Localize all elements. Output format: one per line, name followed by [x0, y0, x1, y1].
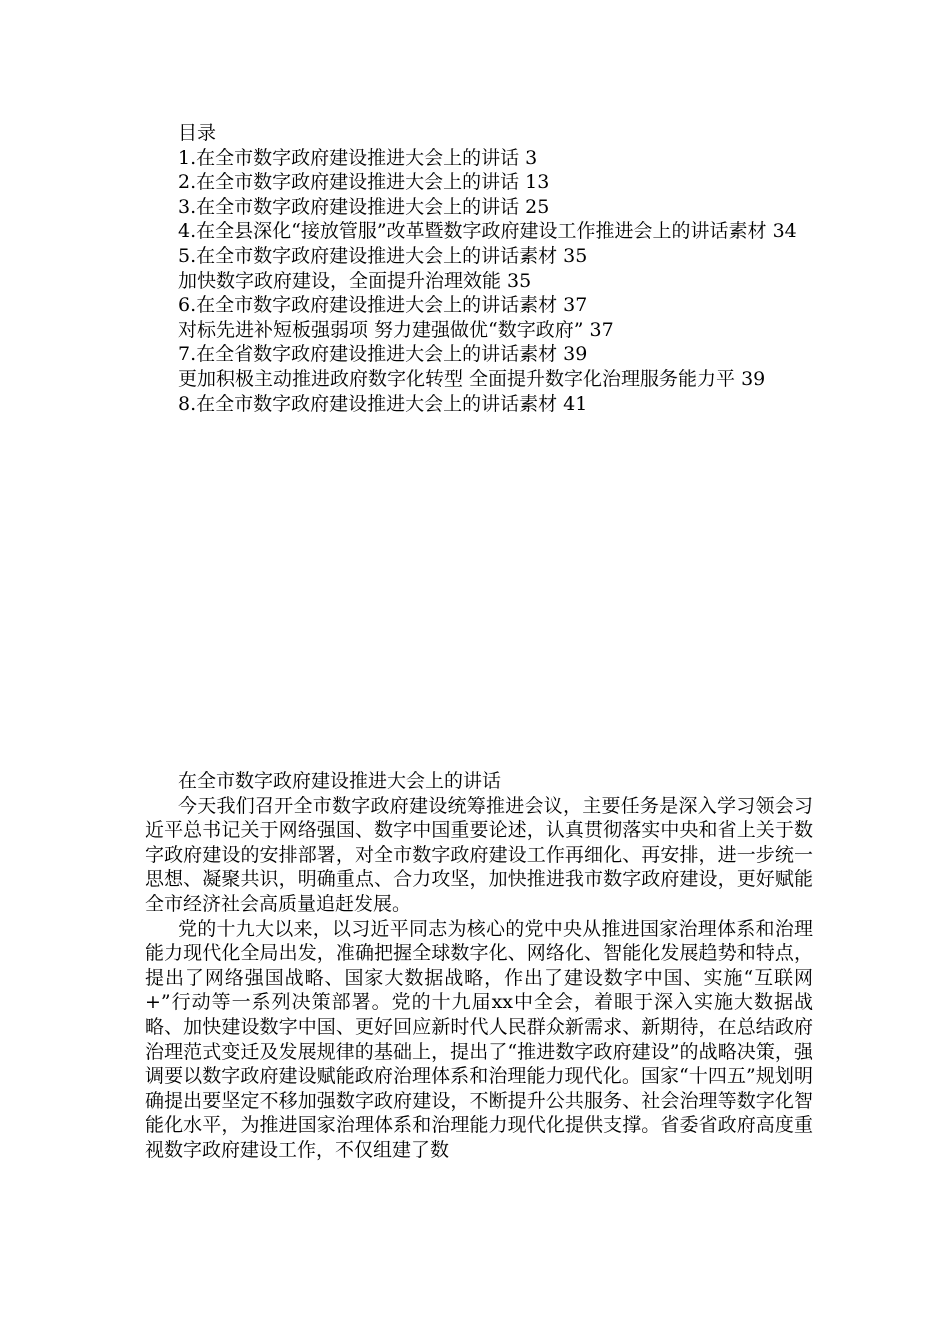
toc-entry-6-subtitle: 对标先进补短板强弱项 努力建强做优“数字政府” 37 — [178, 318, 614, 341]
article-paragraph-2: 党的十九大以来，以习近平同志为核心的党中央从推进国家治理体系和治理能力现代化全局出发，准确把握全球数字化、网络化、智能化发展趋势和特点，提出了网络强国战略、国家大数据战略，作出了建设数字中国、实施“互联网+”行动等一系列决策部署。党的十九届xx中全会，着眼于深入实施大数据战略、加快建设数字中国、更好回应新时代人民群众新需求、新期待，在总结政府治理范式变迁及发展规律的基础上，提出了“推进数字政府建设”的战略决策，强调要以数字政府建设赋能政府治理体系和治理能力现代化。国家“十四五”规划明确提出要坚定不移加强数字政府建设，不断提升公共服务、社会治理等数字化智能化水平，为推进国家治理体系和治理能力现代化提供支撑。省委省政府高度重视数字政府建设工作，不仅组建了数 — [145, 917, 813, 1161]
toc-entry-8: 8.在全市数字政府建设推进大会上的讲话素材 41 — [178, 392, 588, 415]
toc-heading: 目录 — [178, 122, 217, 144]
article-paragraph-1: 今天我们召开全市数字政府建设统筹推进会议，主要任务是深入学习领会习近平总书记关于网络强国、数字中国重要论述，认真贯彻落实中央和省上关于数字政府建设的安排部署，对全市数字政府建设工作再细化、再安排，进一步统一思想、凝聚共识，明确重点、合力攻坚，加快推进我市数字政府建设，更好赋能全市经济社会高质量追赶发展。 — [145, 794, 813, 915]
toc-entry-5: 5.在全市数字政府建设推进大会上的讲话素材 35 — [178, 244, 588, 267]
toc-entry-1: 1.在全市数字政府建设推进大会上的讲话 3 — [178, 146, 538, 169]
toc-entry-4: 4.在全县深化“接放管服”改革暨数字政府建设工作推进会上的讲话素材 34 — [178, 220, 797, 243]
toc-entry-7-subtitle: 更加积极主动推进政府数字化转型 全面提升数字化治理服务能力平 39 — [178, 367, 766, 390]
toc-entry-7: 7.在全省数字政府建设推进大会上的讲话素材 39 — [178, 343, 588, 366]
toc-entry-2: 2.在全市数字政府建设推进大会上的讲话 13 — [178, 171, 550, 194]
toc-entry-5-subtitle: 加快数字政府建设，全面提升治理效能 35 — [178, 269, 532, 292]
toc-entry-6: 6.在全市数字政府建设推进大会上的讲话素材 37 — [178, 294, 588, 317]
toc-entry-3: 3.在全市数字政府建设推进大会上的讲话 25 — [178, 195, 550, 218]
article-body — [145, 769, 813, 1163]
table-of-contents — [145, 121, 813, 416]
article-title: 在全市数字政府建设推进大会上的讲话 — [178, 770, 502, 792]
